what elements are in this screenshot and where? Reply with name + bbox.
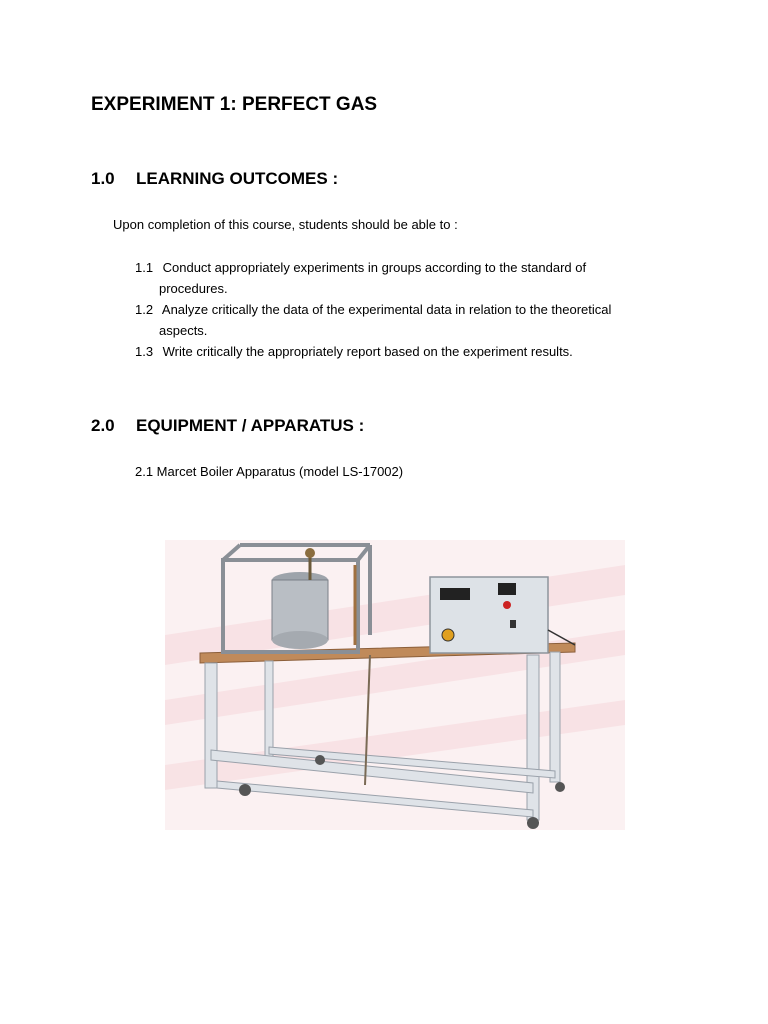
outcome-number: 1.3: [135, 344, 154, 359]
pressure-gauge: [305, 548, 315, 558]
marcet-boiler-apparatus-image: [165, 525, 625, 835]
outcome-item-1: [135, 260, 586, 275]
control-knob: [510, 620, 516, 628]
section-1-number: 1.0: [91, 169, 115, 188]
outcome-item-2-continued: aspects.: [159, 323, 208, 338]
indicator-light: [503, 601, 511, 609]
outcome-item-1-continued: procedures.: [159, 281, 228, 296]
outcome-number: 1.2: [135, 302, 154, 317]
display-panel: [440, 588, 470, 600]
outcome-item-3: [135, 344, 573, 359]
section-1-intro: Upon completion of this course, students should be able to :: [113, 217, 458, 232]
section-2-number: 2.0: [91, 416, 115, 435]
outcome-item-2: [135, 302, 611, 317]
equipment-item-1: 2.1 Marcet Boiler Apparatus (model LS-17002): [135, 464, 404, 479]
document-title: EXPERIMENT 1: PERFECT GAS: [91, 94, 378, 115]
temperature-display: [498, 583, 516, 595]
outcome-text: Conduct appropriately experiments in groups according to the standard of: [162, 260, 587, 275]
power-switch: [442, 629, 454, 641]
section-2-heading: EQUIPMENT / APPARATUS :: [136, 416, 365, 435]
outcome-number: 1.1: [135, 260, 154, 275]
outcome-text: Analyze critically the data of the experimental data in relation to the theoretical: [161, 302, 612, 317]
outcome-text: Write critically the appropriately report based on the experiment results.: [162, 344, 573, 359]
section-1-heading: LEARNING OUTCOMES :: [136, 169, 339, 188]
boiler-bottom: [272, 631, 328, 649]
